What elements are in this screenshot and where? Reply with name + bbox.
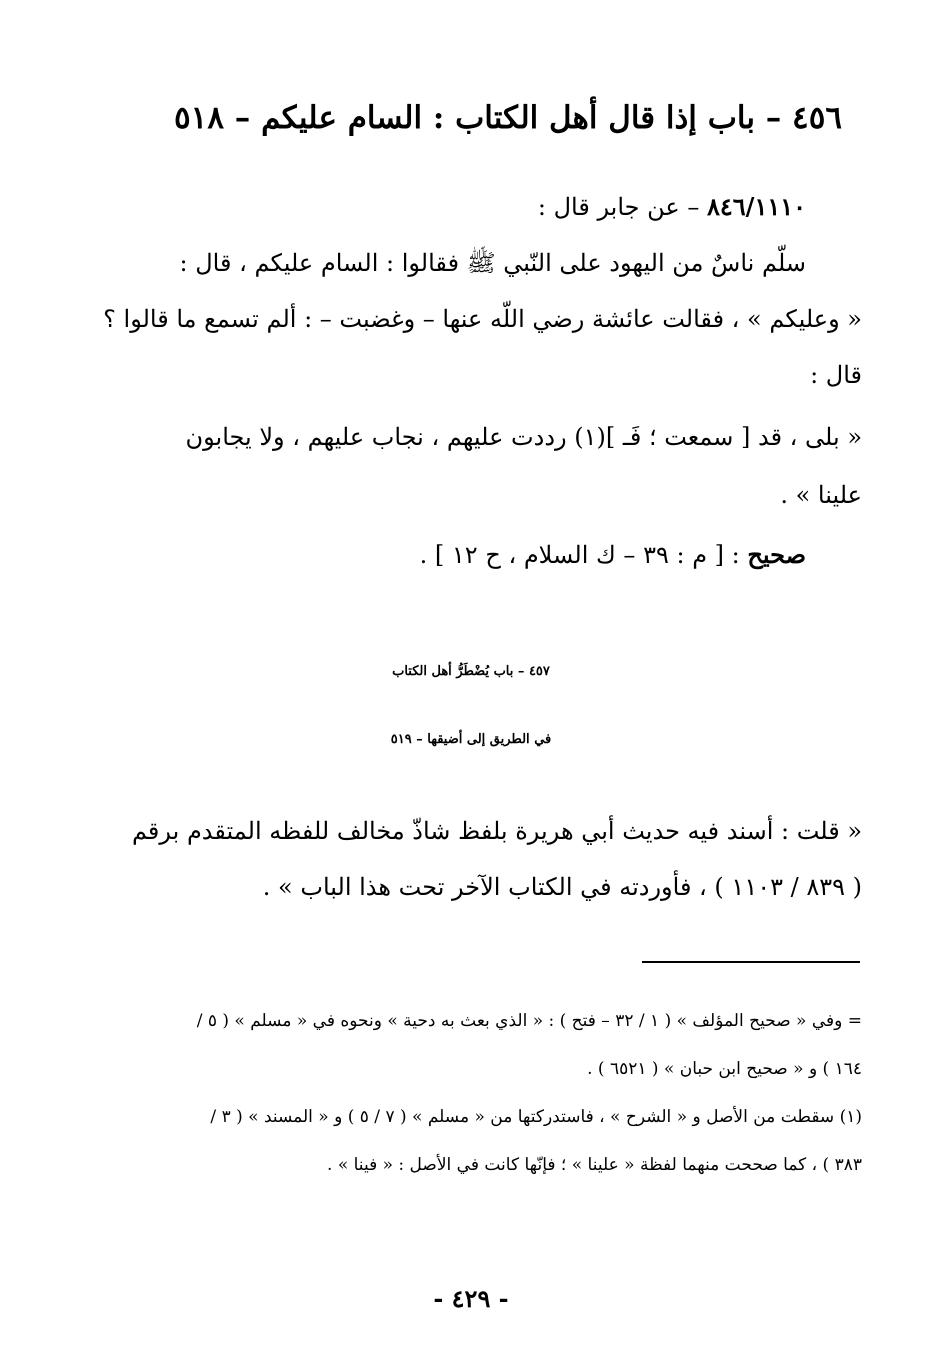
note-line-2: ( ٨٣٩ / ١١٠٣ ) ، فأوردته في الكتاب الآخر تحت هذا الباب » . [262, 873, 862, 901]
hadith-number: ٨٤٦/١١١٠ [707, 192, 806, 221]
hadith-grade [420, 538, 806, 572]
hadith-text-line-2: « وعليكم » ، فقالت عائشة رضي اللّه عنها – وغضبت – : ألم تسمع ما قالوا ؟ [103, 305, 862, 333]
hadith-number-line [538, 190, 806, 224]
hadith-text-line-5: علينا » . [780, 481, 862, 509]
note-line-1: « قلت : أسند فيه حديث أبي هريرة بلفظ شاذّ مخالف للفظه المتقدم برقم [131, 817, 862, 845]
page-number: - ٤٢٩ - [433, 1284, 509, 1313]
chapter-457-heading-line-2: في الطريق إلى أضيقها – ٥١٩ [390, 732, 552, 747]
footnote-line-3: (١) سقطت من الأصل و « الشرح » ، فاستدركتها من « مسلم » ( ٧ / ٥ ) و « المسند » ( ٣ / [210, 1107, 862, 1127]
hadith-text-line-1: سلّم ناسٌ من اليهود على النّبي ﷺ فقالوا : السام عليكم ، قال : [179, 249, 806, 277]
chapter-457-heading-line-1: ٤٥٧ – باب يُضْطَرُّ أهل الكتاب [392, 664, 550, 679]
footnote-line-4: ٣٨٣ ) ، كما صححت منهما لفظة « علينا » ؛ فإنّها كانت في الأصل : « فينا » . [327, 1155, 862, 1175]
grade-reference: : [ م : ٣٩ – ك السلام ، ح ١٢ ] . [419, 541, 748, 569]
footnote-line-2: ١٦٤ ) و « صحيح ابن حبان » ( ٦٥٢١ ) . [587, 1059, 862, 1079]
chapter-456-heading: ٤٥٦ – باب إذا قال أهل الكتاب : السام عليكم – ٥١٨ [174, 100, 842, 136]
hadith-narrator: – عن جابر قال : [537, 193, 707, 221]
hadith-text-line-4: « بلى ، قد [ سمعت ؛ فَـ ](١) رددت عليهم ، نجاب عليهم ، ولا يجابون [185, 423, 862, 451]
footnote-separator [642, 961, 860, 963]
footnote-line-1: = وفي « صحيح المؤلف » ( ١ / ٣٢ – فتح ) : « الذي بعث به دحية » ونحوه في « مسلم » ( ٥ / [196, 1011, 862, 1031]
grade-label: صحيح [747, 540, 806, 569]
hadith-text-line-3: قال : [810, 361, 862, 389]
